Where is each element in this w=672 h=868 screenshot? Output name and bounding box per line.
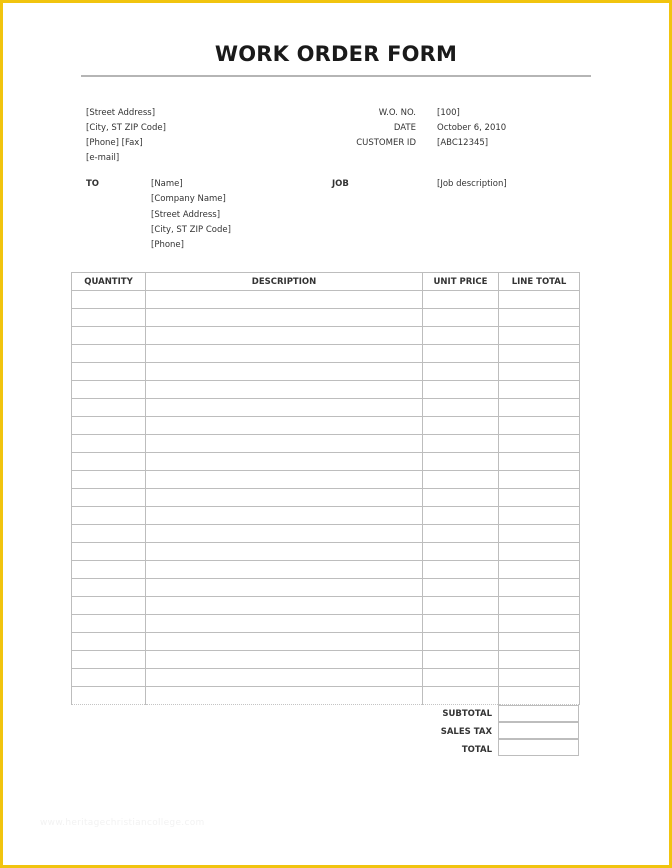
line-total-cell[interactable] [499, 687, 580, 705]
table-row [72, 381, 580, 399]
unit-price-cell[interactable] [423, 543, 499, 561]
table-row [72, 651, 580, 669]
table-row [72, 489, 580, 507]
description-cell[interactable] [146, 435, 423, 453]
table-row [72, 579, 580, 597]
description-cell[interactable] [146, 363, 423, 381]
quantity-cell[interactable] [72, 579, 146, 597]
to-phone: [Phone] [151, 240, 184, 250]
unit-price-cell[interactable] [423, 579, 499, 597]
line-total-cell[interactable] [499, 561, 580, 579]
sales-tax-field[interactable] [498, 722, 579, 739]
total-label: TOTAL [461, 745, 492, 755]
unit-price-cell[interactable] [423, 489, 499, 507]
quantity-cell[interactable] [72, 309, 146, 327]
total-field[interactable] [498, 739, 579, 756]
to-name: [Name] [151, 179, 183, 189]
quantity-cell[interactable] [72, 327, 146, 345]
unit-price-cell[interactable] [423, 651, 499, 669]
table-row [72, 561, 580, 579]
job-label: JOB [332, 179, 349, 189]
unit-price-cell[interactable] [423, 381, 499, 399]
quantity-cell[interactable] [72, 561, 146, 579]
description-cell[interactable] [146, 381, 423, 399]
to-street: [Street Address] [151, 210, 221, 220]
table-row [72, 525, 580, 543]
unit-price-cell[interactable] [423, 525, 499, 543]
table-row [72, 507, 580, 525]
quantity-cell[interactable] [72, 399, 146, 417]
quantity-cell[interactable] [72, 543, 146, 561]
to-city: [City, ST ZIP Code] [151, 225, 231, 235]
quantity-cell[interactable] [72, 417, 146, 435]
job-description: [Job description] [437, 179, 507, 189]
description-cell[interactable] [146, 597, 423, 615]
table-row [72, 597, 580, 615]
quantity-cell[interactable] [72, 651, 146, 669]
line-total-cell[interactable] [499, 615, 580, 633]
quantity-cell[interactable] [72, 291, 146, 309]
line-total-cell[interactable] [499, 471, 580, 489]
unit-price-cell[interactable] [423, 633, 499, 651]
quantity-cell[interactable] [72, 687, 146, 705]
quantity-cell[interactable] [72, 597, 146, 615]
description-cell[interactable] [146, 417, 423, 435]
table-row [72, 615, 580, 633]
quantity-cell[interactable] [72, 633, 146, 651]
unit-price-cell[interactable] [423, 309, 499, 327]
unit-price-cell[interactable] [423, 399, 499, 417]
items-table-body [72, 291, 580, 705]
line-total-cell[interactable] [499, 453, 580, 471]
quantity-cell[interactable] [72, 507, 146, 525]
description-cell[interactable] [146, 525, 423, 543]
header-line-total: LINE TOTAL [499, 273, 580, 291]
unit-price-cell[interactable] [423, 345, 499, 363]
unit-price-cell[interactable] [423, 471, 499, 489]
unit-price-cell[interactable] [423, 327, 499, 345]
description-cell[interactable] [146, 615, 423, 633]
line-total-cell[interactable] [499, 345, 580, 363]
description-cell[interactable] [146, 561, 423, 579]
table-row [72, 435, 580, 453]
line-total-cell[interactable] [499, 633, 580, 651]
table-row [72, 291, 580, 309]
sender-city: [City, ST ZIP Code] [86, 123, 166, 133]
description-cell[interactable] [146, 471, 423, 489]
unit-price-cell[interactable] [423, 417, 499, 435]
description-cell[interactable] [146, 507, 423, 525]
sender-street: [Street Address] [86, 108, 156, 118]
description-cell[interactable] [146, 453, 423, 471]
description-cell[interactable] [146, 345, 423, 363]
wo-number-value: [100] [437, 108, 460, 118]
description-cell[interactable] [146, 579, 423, 597]
unit-price-cell[interactable] [423, 291, 499, 309]
quantity-cell[interactable] [72, 489, 146, 507]
table-row [72, 543, 580, 561]
line-total-cell[interactable] [499, 363, 580, 381]
date-label: DATE [393, 123, 416, 133]
date-value: October 6, 2010 [437, 123, 507, 133]
quantity-cell[interactable] [72, 615, 146, 633]
table-row [72, 345, 580, 363]
items-table [71, 272, 580, 705]
unit-price-cell[interactable] [423, 363, 499, 381]
line-total-cell[interactable] [499, 381, 580, 399]
unit-price-cell[interactable] [423, 507, 499, 525]
unit-price-cell[interactable] [423, 669, 499, 687]
description-cell[interactable] [146, 543, 423, 561]
description-cell[interactable] [146, 651, 423, 669]
table-row [72, 633, 580, 651]
table-row [72, 327, 580, 345]
description-cell[interactable] [146, 327, 423, 345]
line-total-cell[interactable] [499, 651, 580, 669]
line-total-cell[interactable] [499, 507, 580, 525]
wo-number-label: W.O. NO. [378, 108, 416, 118]
line-total-cell[interactable] [499, 291, 580, 309]
line-total-cell[interactable] [499, 309, 580, 327]
table-header-row [72, 273, 580, 291]
watermark: www.heritagechristiancollege.com [40, 818, 205, 828]
line-total-cell[interactable] [499, 669, 580, 687]
subtotal-field[interactable] [498, 705, 579, 722]
quantity-cell[interactable] [72, 471, 146, 489]
description-cell[interactable] [146, 633, 423, 651]
to-label: TO [86, 179, 100, 189]
line-total-cell[interactable] [499, 327, 580, 345]
customer-id-value: [ABC12345] [437, 138, 489, 148]
unit-price-cell[interactable] [423, 687, 499, 705]
description-cell[interactable] [146, 309, 423, 327]
table-row [72, 417, 580, 435]
title-divider [81, 75, 591, 77]
unit-price-cell[interactable] [423, 561, 499, 579]
table-row [72, 363, 580, 381]
description-cell[interactable] [146, 399, 423, 417]
header-unit-price: UNIT PRICE [423, 273, 499, 291]
subtotal-label: SUBTOTAL [442, 709, 492, 719]
table-row [72, 309, 580, 327]
line-total-cell[interactable] [499, 489, 580, 507]
line-total-cell[interactable] [499, 579, 580, 597]
description-cell[interactable] [146, 489, 423, 507]
unit-price-cell[interactable] [423, 615, 499, 633]
unit-price-cell[interactable] [423, 597, 499, 615]
quantity-cell[interactable] [72, 669, 146, 687]
quantity-cell[interactable] [72, 363, 146, 381]
quantity-cell[interactable] [72, 435, 146, 453]
line-total-cell[interactable] [499, 399, 580, 417]
line-total-cell[interactable] [499, 543, 580, 561]
header-quantity: QUANTITY [72, 273, 146, 291]
line-total-cell[interactable] [499, 597, 580, 615]
quantity-cell[interactable] [72, 453, 146, 471]
table-row [72, 669, 580, 687]
line-total-cell[interactable] [499, 435, 580, 453]
quantity-cell[interactable] [72, 525, 146, 543]
table-row [72, 399, 580, 417]
unit-price-cell[interactable] [423, 435, 499, 453]
quantity-cell[interactable] [72, 345, 146, 363]
unit-price-cell[interactable] [423, 453, 499, 471]
description-cell[interactable] [146, 687, 423, 705]
header-description: DESCRIPTION [146, 273, 423, 291]
to-company: [Company Name] [151, 194, 226, 204]
sender-phone-fax: [Phone] [Fax] [86, 138, 143, 148]
quantity-cell[interactable] [72, 381, 146, 399]
line-total-cell[interactable] [499, 525, 580, 543]
sender-email: [e-mail] [86, 153, 120, 163]
table-row [72, 687, 580, 705]
table-row [72, 471, 580, 489]
sales-tax-label: SALES TAX [440, 727, 492, 737]
customer-id-label: CUSTOMER ID [356, 138, 416, 148]
description-cell[interactable] [146, 291, 423, 309]
description-cell[interactable] [146, 669, 423, 687]
table-row [72, 453, 580, 471]
line-total-cell[interactable] [499, 417, 580, 435]
form-title: WORK ORDER FORM [214, 42, 458, 66]
